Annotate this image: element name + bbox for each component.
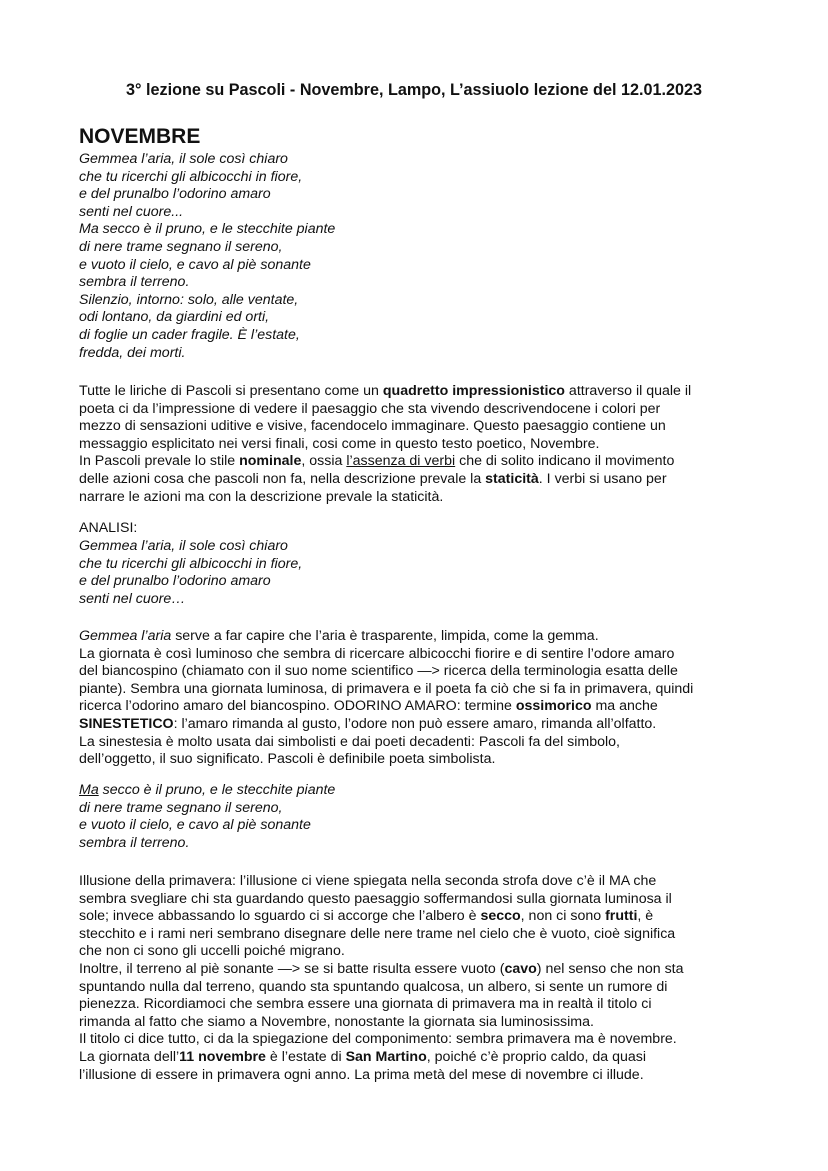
paragraph-line bbox=[79, 471, 759, 489]
paragraph-line bbox=[79, 383, 759, 401]
analysis-stanza-2 bbox=[79, 782, 759, 852]
underlined-term: Ma bbox=[79, 782, 99, 798]
poem-line: e vuoto il cielo, e cavo al piè sonante bbox=[79, 817, 311, 834]
paragraph-line: sembra svegliare chi sta guardando questo paesaggio soffermandosi sulla giornata luminosa il bbox=[79, 890, 672, 907]
paragraph-line bbox=[79, 716, 759, 734]
paragraph-line: piante). Sembra una giornata luminosa, di primavera e il poeta fa ciò che si fa in primavera, quindi bbox=[79, 680, 694, 697]
poem-line: di foglie un cader fragile. È l’estate, bbox=[79, 326, 300, 343]
paragraph-line: Illusione della primavera: l’illusione ci viene spiegata nella seconda strofa dove c’è il MA che bbox=[79, 873, 657, 889]
bold-term: frutti bbox=[605, 908, 638, 925]
paragraph-line: pienezza. Ricordiamoci che sembra essere una giornata di primavera ma in realtà il titolo ci bbox=[79, 996, 652, 1013]
text-run: sole; invece abbassando lo sguardo ci si accorge che l’albero è bbox=[79, 908, 481, 925]
paragraph-line bbox=[79, 1049, 759, 1067]
paragraph-line bbox=[79, 961, 759, 979]
poem-line: senti nel cuore… bbox=[79, 590, 186, 607]
bold-term: SINESTETICO bbox=[79, 715, 174, 732]
poem-line: sembra il terreno. bbox=[79, 274, 190, 291]
paragraph-line: narrare le azioni ma con la descrizione prevale la staticità. bbox=[79, 488, 444, 505]
poem-line: e vuoto il cielo, e cavo al piè sonante bbox=[79, 256, 311, 273]
text-run: La giornata dell’ bbox=[79, 1048, 180, 1065]
bold-term: staticità bbox=[485, 470, 539, 487]
text-run: , ossia bbox=[301, 453, 347, 470]
analysis-label: ANALISI: bbox=[79, 520, 138, 536]
text-run: serve a far capire che l’aria è trasparente, limpida, come la gemma. bbox=[171, 628, 599, 644]
paragraph-line: rimanda al fatto che siamo a Novembre, nonostante la giornata sia luminosissima. bbox=[79, 1013, 594, 1030]
poem-line: senti nel cuore... bbox=[79, 203, 184, 220]
paragraph-line: poeta ci da l’impressione di vedere il paesaggio che sta vivendo descrivendocene i colori per bbox=[79, 400, 661, 417]
text-run: ) nel senso che non sta bbox=[536, 960, 684, 977]
poem-line: e del prunalbo l’odorino amaro bbox=[79, 186, 271, 203]
poem-line: di nere trame segnano il sereno, bbox=[79, 238, 283, 255]
poem-line bbox=[79, 782, 759, 800]
paragraph-line bbox=[79, 628, 759, 646]
poem-line: Ma secco è il pruno, e le stecchite piante bbox=[79, 221, 336, 238]
document-title: 3° lezione su Pascoli - Novembre, Lampo, L’assiuolo lezione del 12.01.2023 bbox=[126, 81, 702, 99]
text-run: che di solito indicano il movimento bbox=[455, 453, 675, 470]
poem-line: Silenzio, intorno: solo, alle ventate, bbox=[79, 291, 299, 308]
poem-line: e del prunalbo l’odorino amaro bbox=[79, 573, 271, 590]
paragraph-line: che non ci sono gli uccelli poiché migrano. bbox=[79, 943, 345, 960]
poem-line: sembra il terreno. bbox=[79, 834, 190, 851]
poem-line: di nere trame segnano il sereno, bbox=[79, 799, 283, 816]
text-run: In Pascoli prevale lo stile bbox=[79, 453, 240, 470]
bold-term: secco bbox=[480, 908, 521, 925]
text-run: . I verbi si usano per bbox=[538, 470, 667, 487]
poem-full-text bbox=[79, 151, 759, 362]
paragraph-line bbox=[79, 908, 759, 926]
paragraph-line bbox=[79, 698, 759, 716]
text-run: , poiché c’è proprio caldo, da quasi bbox=[426, 1048, 647, 1065]
text-run: ricerca l’odorino amaro del biancospino. ODORINO AMARO: termine bbox=[79, 698, 516, 715]
paragraph-line: dell’oggetto, il suo significato. Pascoli è definibile poeta simbolista. bbox=[79, 751, 496, 768]
paragraph-line: messaggio esplicitato nei versi finali, cosi come in questo testo poetico, Novembre. bbox=[79, 435, 600, 452]
poem-line: che tu ricerchi gli albicocchi in fiore, bbox=[79, 168, 303, 185]
text-run: ma anche bbox=[591, 698, 658, 715]
poem-line: Gemmea l’aria, il sole così chiaro bbox=[79, 151, 288, 167]
bold-term: San Martino bbox=[345, 1048, 427, 1065]
bold-term: quadretto impressionistico bbox=[382, 383, 565, 399]
text-run: , è bbox=[637, 908, 654, 925]
text-run: secco è il pruno, e le stecchite piante bbox=[98, 782, 336, 798]
poem-line: fredda, dei morti. bbox=[79, 344, 186, 361]
bold-term: ossimorico bbox=[515, 698, 592, 715]
paragraph-line: La giornata è così luminoso che sembra di ricercare albicocchi fiorire e di sentire l’odore amaro bbox=[79, 645, 675, 662]
bold-term: 11 novembre bbox=[179, 1048, 266, 1065]
text-run: : l’amaro rimanda al gusto, l’odore non può essere amaro, rimanda all’olfatto. bbox=[173, 715, 657, 732]
bold-term: nominale bbox=[239, 453, 302, 470]
poem-line: odi lontano, da giardini ed orti, bbox=[79, 309, 270, 326]
paragraph-line: La sinestesia è molto usata dai simbolisti e dai poeti decadenti: Pascoli fa del simbolo, bbox=[79, 733, 621, 750]
text-run: Tutte le liriche di Pascoli si presentano come un bbox=[79, 383, 383, 399]
poem-line: Gemmea l’aria, il sole così chiaro bbox=[79, 538, 288, 554]
text-run: Inoltre, il terreno al piè sonante —> se si batte risulta essere vuoto ( bbox=[79, 960, 505, 977]
paragraph-line: mezzo di sensazioni uditive e visive, facendocelo immaginare. Questo paesaggio contiene un bbox=[79, 418, 666, 435]
italic-quote: Gemmea l’aria bbox=[79, 628, 172, 644]
analysis-paragraph-1 bbox=[79, 628, 759, 769]
text-run: è l’estate di bbox=[265, 1048, 346, 1065]
section-heading: NOVEMBRE bbox=[79, 125, 201, 148]
text-run: , non ci sono bbox=[520, 908, 606, 925]
text-run: delle azioni cosa che pascoli non fa, nella descrizione prevale la bbox=[79, 470, 486, 487]
paragraph-line: spuntando nulla dal terreno, quando sta spuntando qualcosa, un albero, si sente un rumore di bbox=[79, 978, 668, 995]
paragraph-line: stecchito e i rami neri sembrano disegnare delle nere trame nel cielo che è vuoto, cioè significa bbox=[79, 925, 676, 942]
paragraph-line: del biancospino (chiamato con il suo nome scientifico —> ricerca della terminologia esatta delle bbox=[79, 663, 678, 680]
bold-term: cavo bbox=[504, 960, 537, 977]
analysis-paragraph-2 bbox=[79, 873, 759, 1084]
text-run: attraverso il quale il bbox=[564, 383, 692, 399]
paragraph-line bbox=[79, 453, 759, 471]
intro-paragraph bbox=[79, 383, 759, 506]
analysis-stanza-1 bbox=[79, 538, 759, 608]
paragraph-line: Il titolo ci dice tutto, ci da la spiegazione del componimento: sembra primavera ma è novembre. bbox=[79, 1031, 677, 1048]
underlined-term: l’assenza di verbi bbox=[346, 453, 456, 470]
paragraph-line: l’illusione di essere in primavera ogni anno. La prima metà del mese di novembre ci illude. bbox=[79, 1066, 644, 1083]
poem-line: che tu ricerchi gli albicocchi in fiore, bbox=[79, 555, 303, 572]
